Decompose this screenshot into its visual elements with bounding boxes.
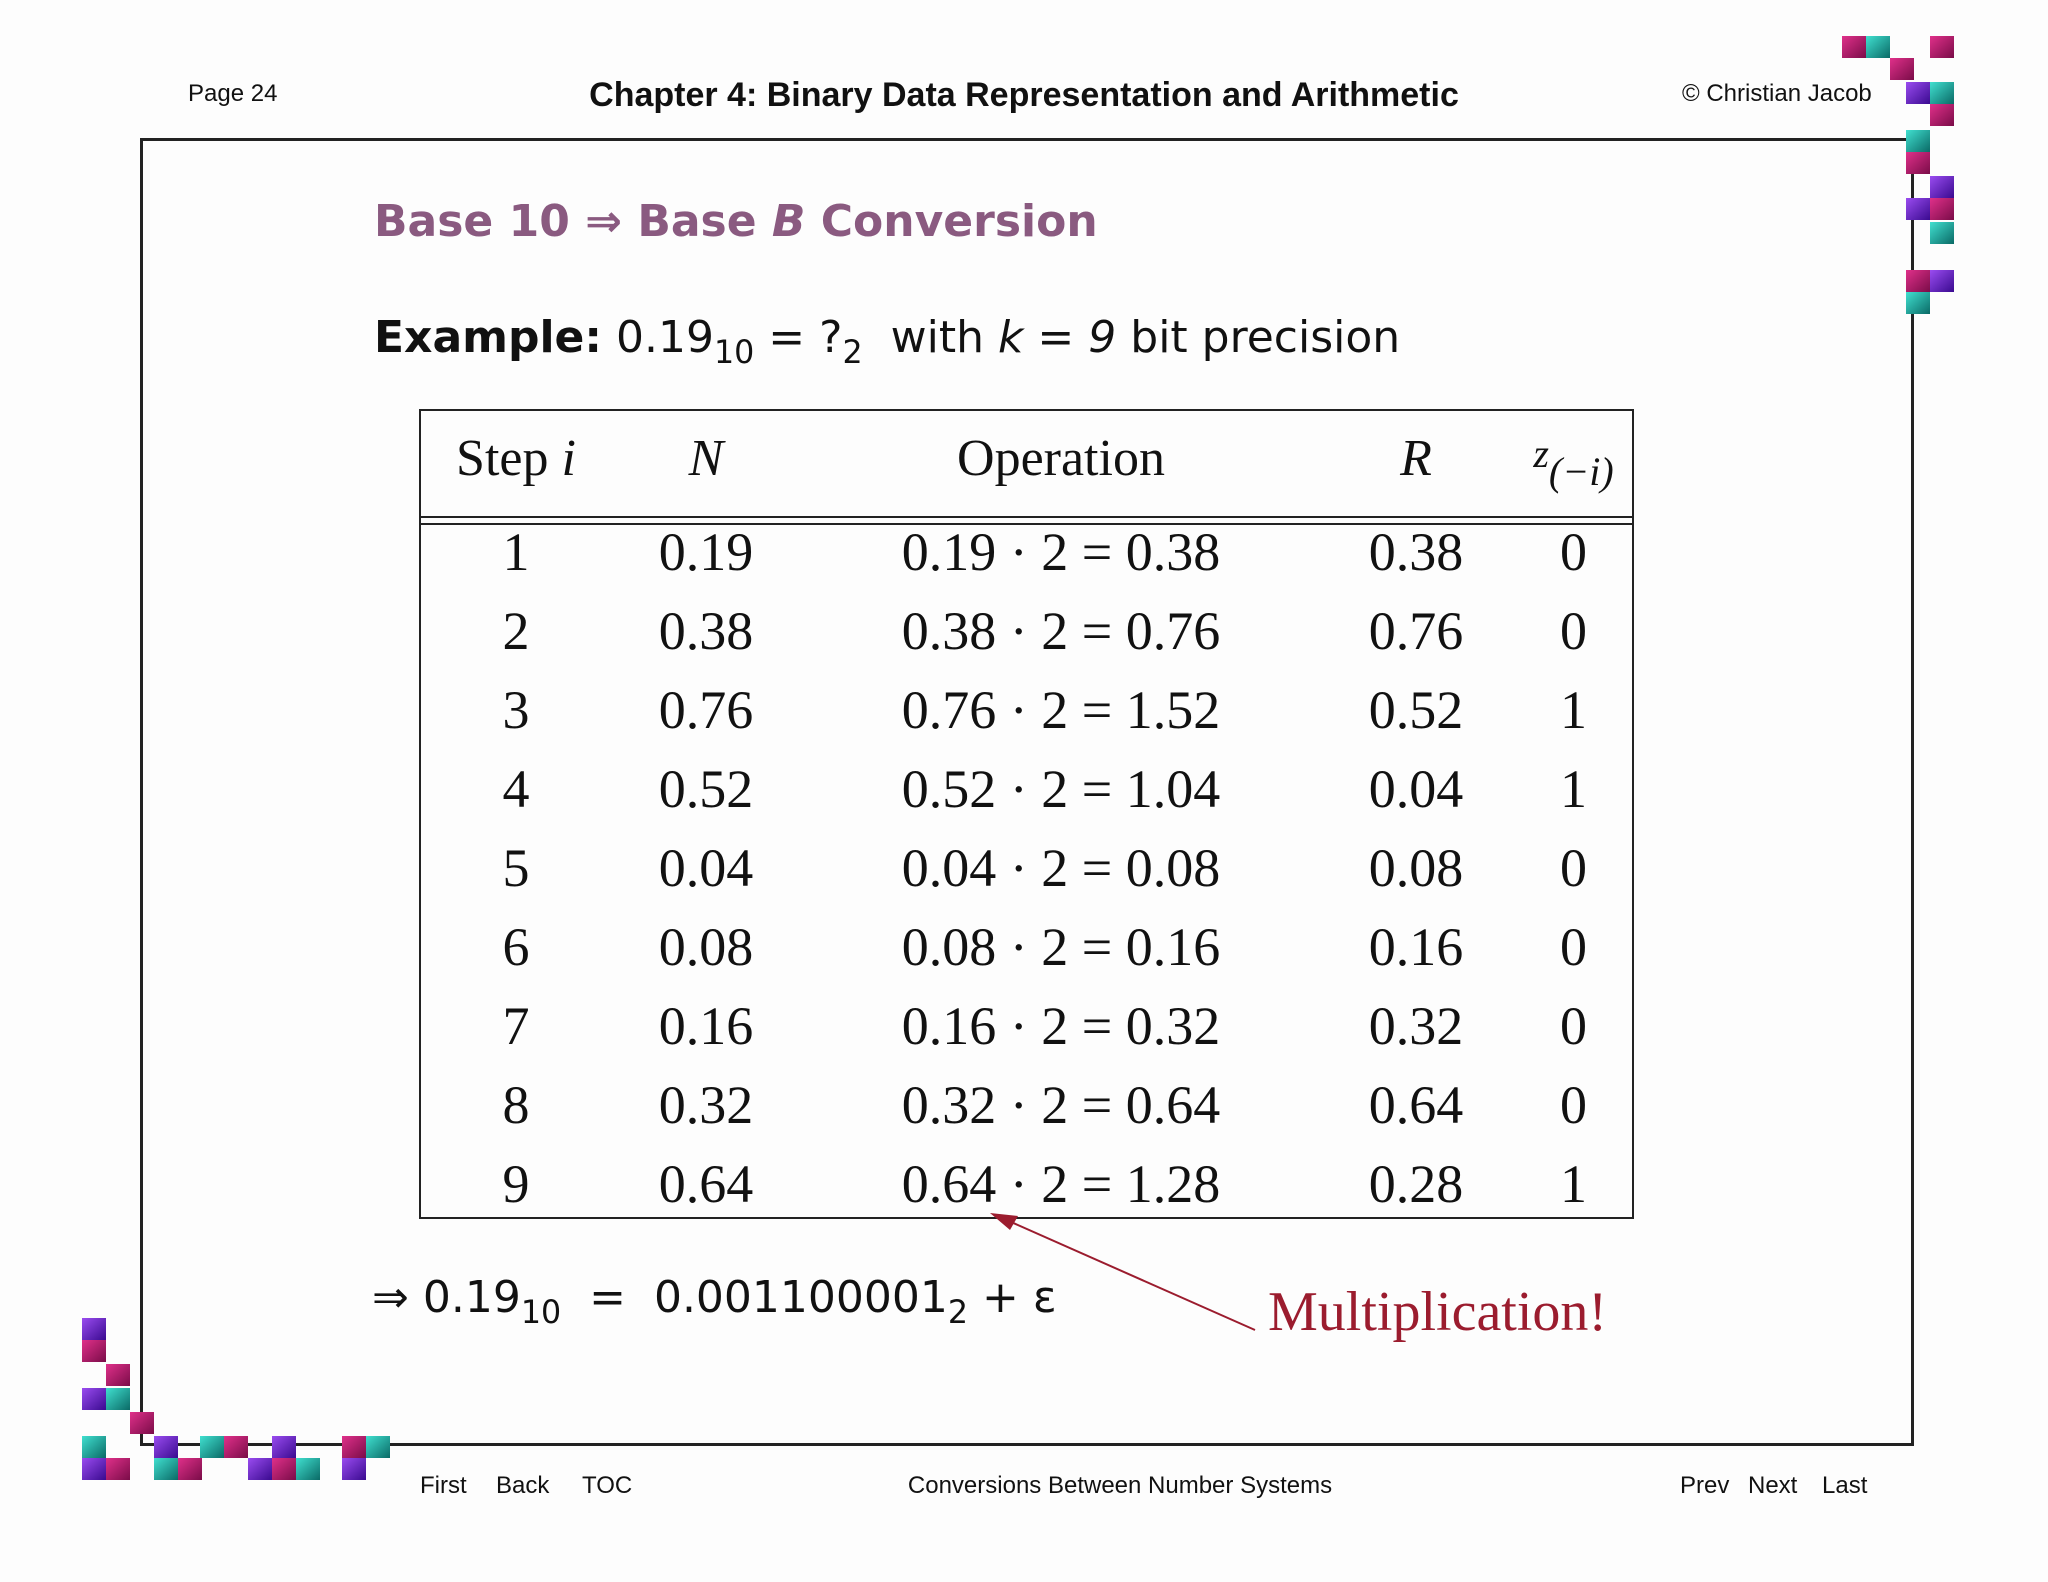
decorative-squares-bottom-left (82, 1318, 390, 1480)
deco-square (1930, 36, 1954, 58)
row-n-cell: 0.38 (658, 601, 754, 661)
row-operation-cell: 0.32 · 2 = 0.64 (901, 1075, 1221, 1135)
row-operation-cell: 0.08 · 2 = 0.16 (901, 917, 1221, 977)
result-prefix: ⇒ 0.19 (372, 1272, 521, 1323)
header-n-label: N (688, 430, 724, 487)
deco-square (106, 1388, 130, 1410)
row-z-cell: 0 (1560, 996, 1587, 1056)
header-r-label: R (1400, 430, 1432, 487)
deco-square (154, 1458, 178, 1480)
row-z-cell: 1 (1560, 759, 1587, 819)
nav-back-link[interactable]: Back (496, 1472, 550, 1499)
slide-title-var: B (771, 196, 806, 247)
multiplication-annotation: Multiplication! (1268, 1281, 1608, 1343)
copyright-notice: © Christian Jacob (1682, 80, 1872, 107)
example-value-base: 10 (713, 335, 755, 372)
deco-square (1906, 82, 1930, 104)
example-nine: 9 (1088, 312, 1117, 363)
deco-square (296, 1458, 320, 1480)
row-n-cell: 0.52 (658, 759, 754, 819)
deco-square (178, 1458, 202, 1480)
deco-square (1906, 198, 1930, 220)
row-step-cell: 8 (502, 1075, 530, 1135)
header-z-sub: (−i) (1548, 449, 1614, 494)
row-operation-cell: 0.76 · 2 = 1.52 (901, 680, 1221, 740)
deco-square (224, 1436, 248, 1458)
row-z-cell: 1 (1560, 1154, 1587, 1214)
deco-square (1906, 152, 1930, 174)
deco-square (1930, 82, 1954, 104)
example-label: Example: (374, 312, 602, 363)
row-z-cell: 0 (1560, 838, 1587, 898)
row-step-cell: 3 (502, 680, 530, 740)
deco-square (1906, 292, 1930, 314)
deco-square (106, 1458, 130, 1480)
header-step-label: Step (456, 430, 562, 487)
deco-square (130, 1412, 154, 1434)
nav-first-link[interactable]: First (420, 1472, 467, 1499)
result-mid: = 0.001100001 (561, 1272, 948, 1323)
footer-section-title: Conversions Between Number Systems (907, 1472, 1333, 1499)
row-n-cell: 0.19 (658, 522, 754, 582)
example-tail: bit precision (1116, 312, 1401, 363)
row-step-cell: 5 (502, 838, 530, 898)
row-z-cell: 1 (1560, 680, 1587, 740)
row-step-cell: 6 (502, 917, 530, 977)
row-step-cell: 4 (502, 759, 530, 819)
row-step-cell: 7 (502, 996, 530, 1056)
slide-title-prefix: Base 10 ⇒ Base (374, 196, 772, 247)
page-number: Page 24 (188, 80, 278, 107)
deco-square (248, 1458, 272, 1480)
header-z-label: z (1533, 431, 1549, 476)
row-r-cell: 0.76 (1368, 601, 1464, 661)
row-r-cell: 0.04 (1368, 759, 1464, 819)
row-step-cell: 2 (502, 601, 530, 661)
deco-square (272, 1458, 296, 1480)
chapter-title: Chapter 4: Binary Data Representation and Arithmetic (589, 76, 1459, 114)
row-n-cell: 0.76 (658, 680, 754, 740)
header-operation: Operation (957, 430, 1165, 487)
deco-square (272, 1436, 296, 1458)
deco-square (82, 1458, 106, 1480)
deco-square (1866, 36, 1890, 58)
row-operation-cell: 0.04 · 2 = 0.08 (901, 838, 1221, 898)
header-step-var: i (561, 430, 576, 487)
deco-square (154, 1436, 178, 1458)
row-n-cell: 0.16 (658, 996, 754, 1056)
nav-toc-link[interactable]: TOC (582, 1472, 633, 1499)
result-base10: 10 (520, 1295, 562, 1332)
row-step-cell: 9 (502, 1154, 530, 1214)
nav-prev-link[interactable]: Prev (1680, 1472, 1730, 1499)
example-eq2: = (1023, 312, 1089, 363)
deco-square (82, 1436, 106, 1458)
deco-square (1930, 270, 1954, 292)
deco-square (1906, 130, 1930, 152)
row-operation-cell: 0.19 · 2 = 0.38 (901, 522, 1221, 582)
example-with: with (862, 312, 998, 363)
row-r-cell: 0.28 (1368, 1154, 1464, 1214)
deco-square (366, 1436, 390, 1458)
deco-square (342, 1436, 366, 1458)
row-n-cell: 0.64 (658, 1154, 754, 1214)
slide-title-suffix: Conversion (805, 196, 1098, 247)
row-r-cell: 0.32 (1368, 996, 1464, 1056)
result-tail: + ε (968, 1272, 1057, 1323)
deco-square (1930, 104, 1954, 126)
example-target-base: 2 (842, 335, 863, 372)
row-operation-cell: 0.38 · 2 = 0.76 (901, 601, 1221, 661)
deco-square (1930, 176, 1954, 198)
row-z-cell: 0 (1560, 917, 1587, 977)
deco-square (82, 1340, 106, 1362)
deco-square (1930, 198, 1954, 220)
row-z-cell: 0 (1560, 601, 1587, 661)
row-operation-cell: 0.52 · 2 = 1.04 (901, 759, 1221, 819)
deco-square (106, 1364, 130, 1386)
deco-square (200, 1436, 224, 1458)
deco-square (82, 1388, 106, 1410)
row-n-cell: 0.04 (658, 838, 754, 898)
row-z-cell: 0 (1560, 1075, 1587, 1135)
row-r-cell: 0.16 (1368, 917, 1464, 977)
example-value: 0.19 (616, 312, 714, 363)
nav-last-link[interactable]: Last (1822, 1472, 1868, 1499)
row-r-cell: 0.08 (1368, 838, 1464, 898)
row-operation-cell: 0.16 · 2 = 0.32 (901, 996, 1221, 1056)
deco-square (82, 1318, 106, 1340)
deco-square (1842, 36, 1866, 58)
row-step-cell: 1 (502, 522, 530, 582)
row-r-cell: 0.38 (1368, 522, 1464, 582)
row-n-cell: 0.32 (658, 1075, 754, 1135)
row-z-cell: 0 (1560, 522, 1587, 582)
row-n-cell: 0.08 (658, 917, 754, 977)
result-base2: 2 (947, 1295, 969, 1332)
deco-square (1930, 222, 1954, 244)
row-operation-cell: 0.64 · 2 = 1.28 (901, 1154, 1221, 1214)
decorative-squares-top-right (1842, 36, 1954, 314)
example-k: k (997, 312, 1024, 363)
row-r-cell: 0.52 (1368, 680, 1464, 740)
deco-square (1906, 270, 1930, 292)
example-eq: = ? (754, 312, 843, 363)
deco-square (342, 1458, 366, 1480)
nav-next-link[interactable]: Next (1748, 1472, 1798, 1499)
deco-square (1890, 58, 1914, 80)
row-r-cell: 0.64 (1368, 1075, 1464, 1135)
